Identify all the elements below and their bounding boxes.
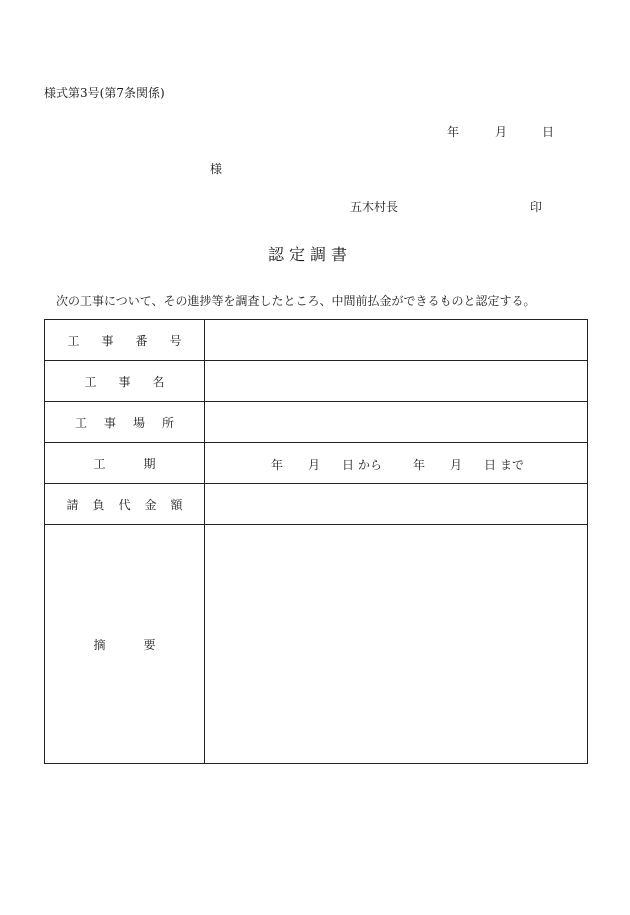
label-cell: [45, 320, 205, 361]
table-row-project-name: [45, 361, 588, 402]
period-end-year: 年: [413, 458, 426, 472]
document-title: 認定調書: [268, 245, 353, 264]
contract-amount-value[interactable]: [205, 484, 588, 525]
label-cell: [45, 402, 205, 443]
period-start-month: 月: [308, 458, 321, 472]
seal-mark: 印: [530, 200, 543, 214]
form-number: 様式第3号(第7条関係): [44, 86, 165, 100]
project-location-value[interactable]: [205, 402, 588, 443]
project-number-value[interactable]: [205, 320, 588, 361]
table-row-project-number: [45, 320, 588, 361]
label-cell: [45, 443, 205, 484]
date-day-label: 日: [542, 125, 555, 139]
date-year-label: 年: [447, 125, 460, 139]
intro-text: 次の工事について、その進捗等を調査したところ、中間前払金ができるものと認定する。: [56, 294, 536, 308]
construction-period-label: 工期: [93, 456, 194, 471]
project-location-label: 工事場所: [74, 415, 191, 430]
remarks-label: 摘要: [93, 637, 194, 652]
construction-period-value[interactable]: [205, 443, 588, 484]
issuer-name: 五木村長: [350, 200, 399, 214]
period-end-month: 月: [450, 458, 463, 472]
table-row-project-location: [45, 402, 588, 443]
period-start-year: 年: [271, 458, 284, 472]
label-cell: [45, 361, 205, 402]
period-end-day: 日: [484, 458, 497, 472]
label-cell: [45, 525, 205, 764]
label-cell: [45, 484, 205, 525]
table-row-remarks: [45, 525, 588, 764]
certification-table: [44, 319, 588, 764]
period-until-label: まで: [500, 458, 525, 472]
date-line: [440, 123, 560, 139]
table-row-construction-period: [45, 443, 588, 484]
project-name-value[interactable]: [205, 361, 588, 402]
contract-amount-label: 請負代金額: [66, 497, 197, 512]
remarks-value[interactable]: [205, 525, 588, 764]
table-row-contract-amount: [45, 484, 588, 525]
period-from-label: から: [358, 458, 383, 472]
addressee-suffix: 様: [210, 162, 223, 176]
date-month-label: 月: [495, 125, 508, 139]
period-start-day: 日: [342, 458, 355, 472]
project-number-label: 工事番号: [67, 333, 204, 348]
project-name-label: 工事名: [84, 374, 187, 389]
